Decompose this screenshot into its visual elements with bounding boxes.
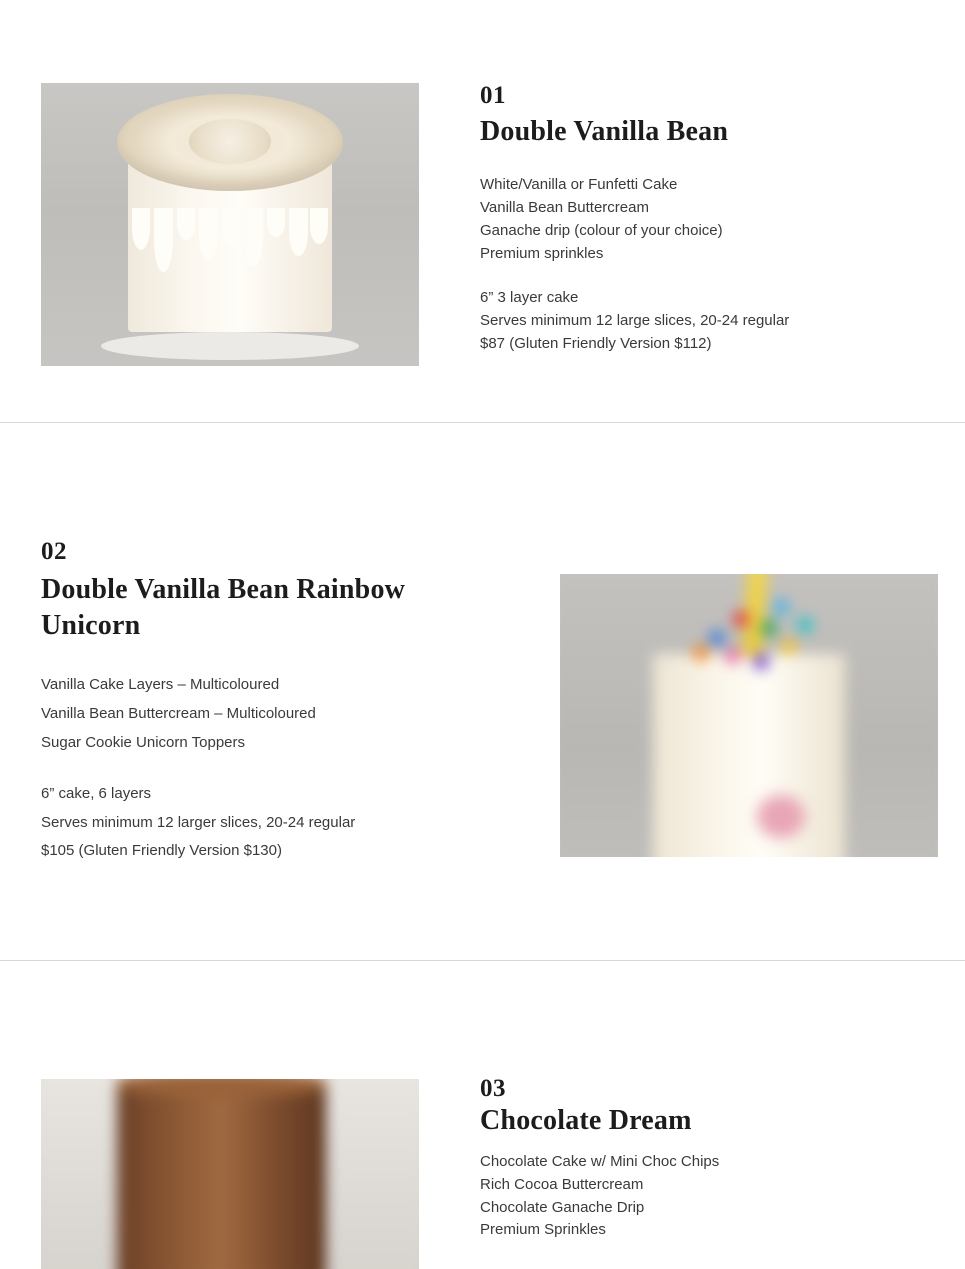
menu-item-01-number: 01 [480,82,506,109]
menu-item-02-description [41,671,491,866]
detail-line: Serves minimum 12 large slices, 20-24 regular [480,311,790,329]
menu-item-02-title: Double Vanilla Bean Rainbow Unicorn [41,573,406,642]
description-line: Ganache drip (colour of your choice) [480,221,723,239]
description-line: Premium Sprinkles [480,1221,606,1239]
description-line: Vanilla Bean Buttercream – Multicoloured [41,705,316,723]
detail-line: 6” 3 layer cake [480,289,579,307]
description-spacer [480,265,920,287]
menu-item-03-title: Chocolate Dream [480,1104,692,1136]
rainbow-unicorn-cake-photo [560,574,938,857]
description-line: Chocolate Ganache Drip [480,1198,645,1216]
menu-item-02-image [560,574,938,857]
menu-item-01-text [480,82,920,355]
description-line: Sugar Cookie Unicorn Toppers [41,734,246,751]
menu-item-01-image [41,83,419,366]
chocolate-dream-cake-photo [41,1079,419,1269]
menu-item-03-description [480,1151,940,1241]
menu-item-03-image [41,1079,419,1269]
detail-line: Serves minimum 12 larger slices, 20-24 regular [41,813,356,831]
menu-item-03-text [480,1075,940,1242]
description-line: Chocolate Cake w/ Mini Choc Chips [480,1153,720,1171]
description-line: White/Vanilla or Funfetti Cake [480,176,678,194]
menu-item-03-number: 03 [480,1075,506,1102]
vanilla-bean-cake-photo [41,83,419,366]
description-spacer [41,758,491,780]
description-line: Premium sprinkles [480,244,604,262]
menu-item-01-description [480,174,920,355]
detail-line: 6” cake, 6 layers [41,784,152,802]
menu-item-02-text [41,538,491,866]
detail-line: $87 (Gluten Friendly Version $112) [480,334,712,352]
menu-item-01 [0,0,965,422]
menu-item-02-number: 02 [41,538,67,565]
detail-line: $105 (Gluten Friendly Version $130) [41,842,282,860]
description-line: Rich Cocoa Buttercream [480,1176,644,1194]
menu-item-01-title: Double Vanilla Bean [480,115,729,147]
description-line: Vanilla Cake Layers – Multicoloured [41,676,280,694]
description-line: Vanilla Bean Buttercream [480,199,649,217]
menu-item-02 [0,423,965,960]
